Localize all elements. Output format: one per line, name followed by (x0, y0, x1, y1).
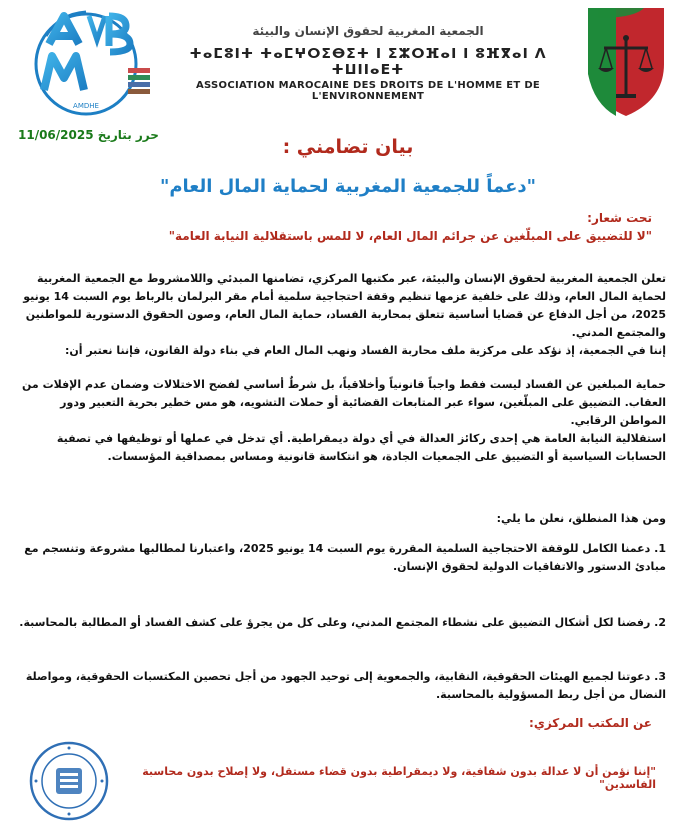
document-slogan: "دعماً للجمعية المغربية لحماية المال العام" (159, 176, 537, 197)
list-item: 1. دعمنا الكامل للوقفة الاحتجاجية السلمية المقررة يوم السبت 14 يونيو 2025، واعتبارنا لمطالبها مشروعة وتنسجم مع مبادئ الدستور والاتفاقيات الدولية لحقوق الإنسان. (24, 542, 666, 573)
list-item: 2. رفضنا لكل أشكال التضييق على نشطاء المجتمع المدني، وعلى كل من يجرؤ على كشف الفساد أو المطالبة بالمحاسبة. (19, 616, 666, 629)
org-name-arabic: الجمعية المغربية لحقوق الإنسان والبيئة (252, 24, 484, 38)
list-item: 3. دعوتنا لجميع الهيئات الحقوقية، النقابية، والجمعوية إلى توحيد الجهود من أجل تحصين المكتسبات الحقوقية، ومواصلة النضال من أجل ربط المسؤولية بالمحاسبة. (25, 670, 666, 701)
svg-text:AMDHE: AMDHE (73, 102, 99, 110)
org-name-french: ASSOCIATION MAROCAINE DES DROITS DE L'HOMME ET DE L'ENVIRONNEMENT (195, 80, 541, 102)
under-slogan-text: "لا للتضييق على المبلّغين عن جرائم المال العام، لا للمس باستقلالية النيابة العامة" (168, 229, 652, 243)
org-name-tifinagh: ⵜⴰⵎⵓⵏⵜ ⵜⴰⵎⵖⵔⵉⴱⵉⵜ ⵏ ⵉⵣⵔⴼⴰⵏ ⵏ ⵓⴼⴳⴰⵏ ⴷ ⵜⵡⵏⵏⴰⴹⵜ (189, 46, 547, 78)
document-title: بيان تضامني : (282, 136, 414, 158)
paragraph-position: إننا في الجمعية، إذ نؤكد على مركزية ملف محاربة الفساد ونهب المال العام في بناء دولة القانون، فإننا نعتبر أن: (64, 344, 666, 357)
signature-label: عن المكتب المركزي: (529, 716, 652, 730)
ambde-logo (24, 6, 154, 118)
paragraph-whistleblowers: حماية المبلغين عن الفساد ليست فقط واجباً قانونياً وأخلاقياً، بل شرطٌ أساسي لفضح الاختلالات وضمان عدم الإفلات من العقاب. التضييق على المبلّغين، سواء عبر المتابعات القضائية أو حملات التشويه، هو مس خطير بحرية التعبير ودور المواطن الرقابي. (22, 378, 666, 427)
paragraph-intro: تعلن الجمعية المغربية لحقوق الإنسان والبيئة، عبر مكتبها المركزي، تضامنها المبدئي واللامشروط مع الجمعية المغربية لحماية المال العام، وذلك على خلفية عزمها تنظيم وقفة احتجاجية سلمية أمام مقر البرلمان بالرباط يوم السبت 14 يونيو 2025، من أجل الدفاع عن قضايا أساسية تتعلق بمحاربة الفساد، حماية المال العام، وصون الحقوق الدستورية للمواطنين والمجتمع المدني. (23, 272, 666, 339)
document-date: حرر بتاريخ 11/06/2025 (18, 128, 159, 142)
closing-statement: "إننا نؤمن أن لا عدالة بدون شفافية، ولا ديمقراطية بدون قضاء مستقل، ولا إصلاح بدون محاسبة الفاسدين" (142, 765, 656, 791)
paragraph-prosecution: استقلالية النيابة العامة هي إحدى ركائز العدالة في أي دولة ديمقراطية. أي تدخل في عملها أو توظيفها في تصفية الحسابات السياسية أو التضييق على الجمعيات الجادة، هو انتكاسة قانونية ومساس بمصداقية المؤسسات. (56, 432, 666, 463)
under-slogan-label: تحت شعار: (587, 211, 652, 225)
scales-of-justice-logo (584, 4, 668, 120)
paragraph-declaration: ومن هذا المنطلق، نعلن ما يلي: (496, 512, 666, 525)
